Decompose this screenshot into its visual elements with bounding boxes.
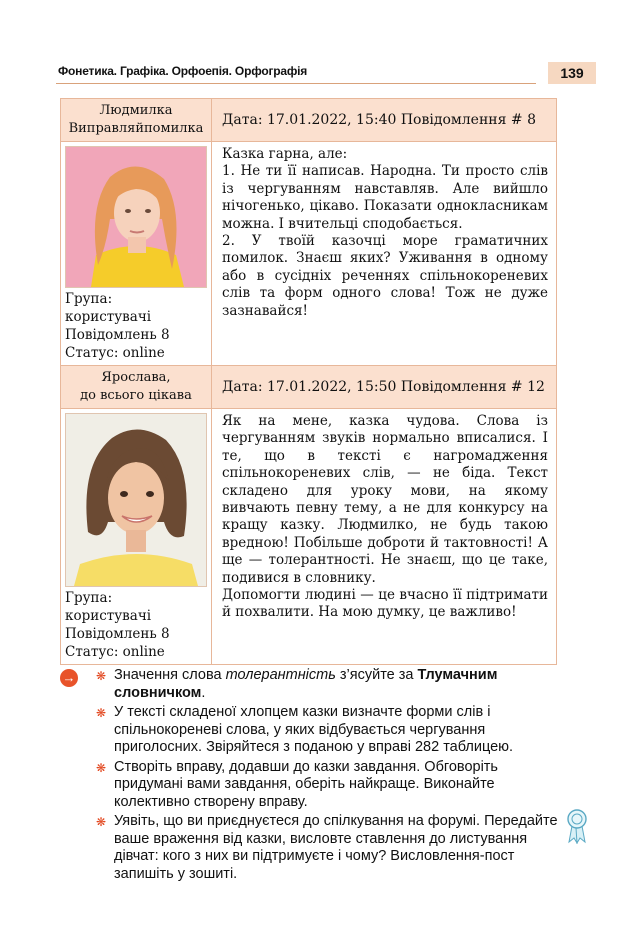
task-text: У тексті складеної хлопцем казки визначте форми слів і спільнокореневі слова, у яких відбувається чергування приголосних. Звіряйтеся з поданою у вправі 282 таблицею. [114, 704, 514, 755]
task-item [60, 667, 560, 702]
post-body-row [61, 409, 557, 665]
user-info [65, 290, 207, 365]
post-header-row [61, 99, 557, 142]
post-message [212, 409, 557, 665]
user-profile [61, 142, 212, 366]
task-text: Значення слова [114, 667, 226, 683]
author-name-line2: до всього цікава [80, 388, 192, 403]
post-meta: Дата: 17.01.2022, 15:40 Повідомлення # 8 [212, 99, 557, 142]
avatar [65, 146, 207, 288]
task-text: Уявіть, що ви приєднуєтеся до спілкування на форумі. Передайте ваше враження від казки, висловте ставлення до листування дівчат: кого з них ви підтримуєте і чому? Висловлення-пост запишіть у зошиті. [114, 813, 558, 882]
flower-bullet-icon: ❋ [96, 706, 107, 720]
page-number: 139 [548, 62, 596, 84]
task-text: з’ясуйте за [335, 667, 418, 683]
avatar [65, 413, 207, 587]
task-list [60, 667, 560, 885]
task-item [60, 704, 560, 757]
flower-bullet-icon: ❋ [96, 815, 107, 829]
task-item [60, 759, 560, 812]
group-value: користувачі [65, 309, 152, 325]
status-online: Статус: online [65, 345, 165, 361]
page-header [56, 62, 596, 84]
flower-bullet-icon: ❋ [96, 669, 107, 683]
post-body-row [61, 142, 557, 366]
girl-portrait-image [66, 147, 206, 287]
author-name-line1: Людмилка [99, 103, 173, 118]
flower-bullet-icon: ❋ [96, 760, 107, 775]
group-value: користувачі [65, 608, 152, 624]
user-profile [61, 409, 212, 665]
message-paragraph: Як на мене, казка чудова. Слова із чергуванням звуків нормально вписалися. І те, що в тексті є нагромадження спільнокореневих слів, — не біда. Текст складено для уроку мови, на якому вивчають певну тему, а не для конкурсу на кращу казку. Людмилко, не будь такою вредною! Побільше доброти й тактовності! А ще — толерантності. Не знаєш, що це таке, подивися в словнику. [222, 413, 548, 586]
post-message [212, 142, 557, 366]
term-italic: толерантність [225, 667, 336, 683]
header-rule [56, 83, 536, 84]
task-item [60, 813, 560, 883]
award-ribbon-icon [566, 808, 588, 844]
status-online: Статус: online [65, 644, 165, 660]
message-paragraph: 2. У твоїй казочці море граматичних помилок. Знаєш яких? Уживання в одному або в сусідніх реченнях спільнокореневих слів та форм одного слова! Тож не дуже зазнавайся! [222, 233, 548, 319]
post-header-row [61, 366, 557, 409]
arrow-right-icon: → [60, 669, 78, 687]
messages-count: Повідомлень 8 [65, 626, 170, 642]
girl-portrait-image [66, 414, 206, 586]
message-paragraph: 1. Не ти її написав. Народна. Ти просто слів із чергуванням навставляв. Але вийшло нічогенько, цікаво. Показати однокласникам можна. І вчительці сподобається. [222, 163, 548, 232]
post-meta: Дата: 17.01.2022, 15:50 Повідомлення # 12 [212, 366, 557, 409]
author-name-line1: Ярослава, [101, 370, 171, 385]
section-title: Фонетика. Графіка. Орфоепія. Орфографія [58, 64, 308, 78]
task-text: . [201, 684, 206, 701]
group-label: Група: [65, 590, 113, 606]
forum-table [60, 98, 557, 665]
task-text: Створіть вправу, додавши до казки завдання. Обговоріть придумані вами завдання, оберіть найкраще. Виконайте колективно створену вправу. [114, 758, 498, 810]
author-name-line2: Виправляйпомилка [68, 121, 204, 136]
group-label: Група: [65, 291, 113, 307]
dictionary-bold: Тлумачним словничком [114, 667, 498, 701]
post-author [61, 366, 212, 409]
message-paragraph: Казка гарна, але: [222, 146, 348, 162]
message-paragraph: Допомогти людині — це вчасно її підтримати й похвалити. На мою думку, це важливо! [222, 587, 548, 621]
user-info [65, 589, 207, 664]
messages-count: Повідомлень 8 [65, 327, 170, 343]
post-author [61, 99, 212, 142]
